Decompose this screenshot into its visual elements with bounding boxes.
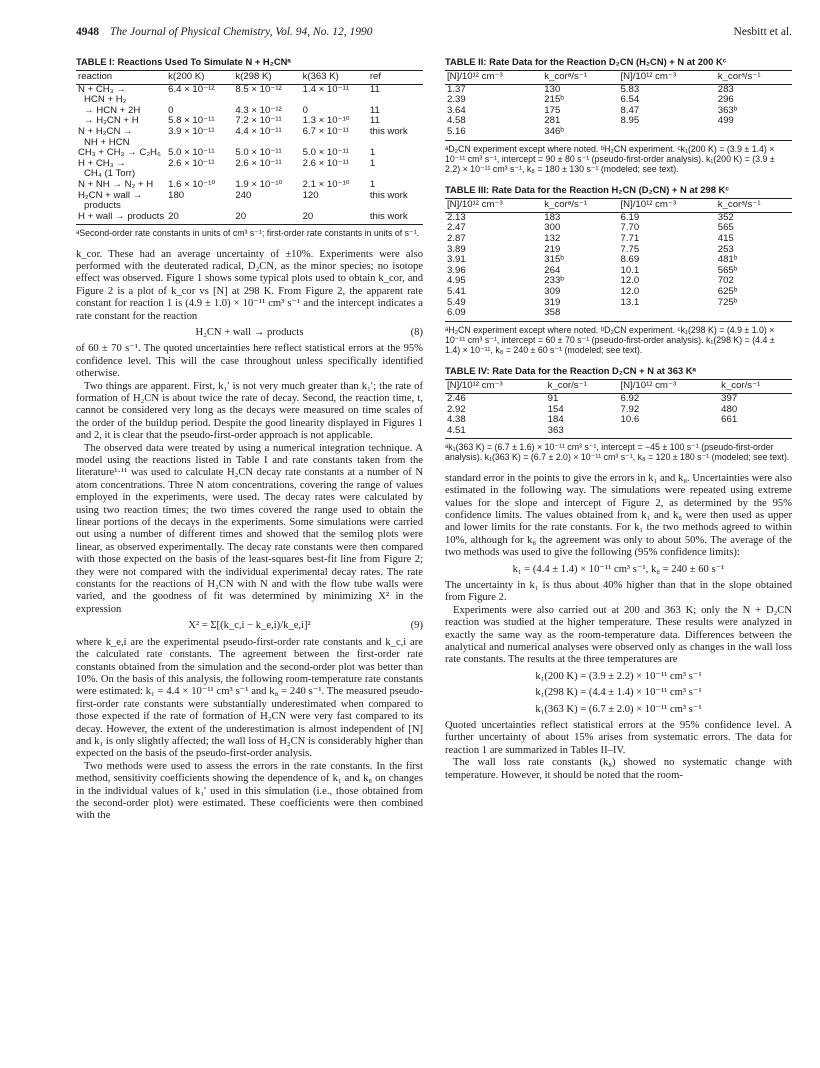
table-cell: 6.7 × 10⁻¹¹ (302, 125, 349, 137)
table-cell: 3.91 (447, 254, 466, 266)
table-cell: 175 (544, 104, 561, 116)
equation-k1-298-body: k₁(298 K) = (4.4 ± 1.4) × 10⁻¹¹ cm³ s⁻¹ (535, 687, 702, 699)
table-row (445, 287, 792, 298)
equation-k1-298 (445, 687, 792, 699)
table-row (445, 245, 792, 256)
table-cell: 6.4 × 10⁻¹² (168, 83, 215, 95)
table-cell: this work (369, 125, 408, 137)
equation-8-body: H₂CN + wall → products (195, 326, 304, 338)
table-cell: 565 (717, 222, 734, 234)
table-cell: 20 (301, 212, 368, 225)
table-row (445, 127, 792, 140)
table-cell: 5.8 × 10⁻¹¹ (168, 115, 215, 127)
table-cell: 3.96 (447, 264, 466, 276)
table-cell: 481ᵇ (717, 254, 738, 266)
table-cell: 5.49 (447, 296, 466, 308)
table-cell: 3.89 (447, 243, 466, 255)
table-header-cell: k_corᵃ/s⁻¹ (716, 71, 792, 85)
table-cell (166, 95, 233, 106)
table-cell: CH₄ (1 Torr) (84, 168, 136, 180)
authors: Nesbitt et al. (733, 26, 792, 38)
table-cell: 2.46 (447, 392, 466, 404)
left-paragraph-3: Two things are apparent. First, k₁′ is not very much greater than k₁′; the rate of formation of H₂CN is about twice the rate of decay. Second, the reaction time, t, cannot be considered very long as the decays were measured on time scales of the order of the buildup period. Despite the good linearity displayed in Figures 1 and 2, it is clear that the pseudo-first-order approach is not applicable. (76, 380, 423, 442)
left-paragraph-4: The observed data were treated by using a numerical integration technique. A model using the reactions listed in Table I and rate constants taken from the literature¹·¹¹ was used to calculate H₂CN decay rate constants at a number of N atom concentrations. Three N atom concentrations, covering the range of values employed in the experiments, were used. The decay rates were calculated by using two reaction times; the two times covered the range used to obtain the linear portions of the decays in the experiments. Some simulations were carried out using a number of different times and showed that the semilog plots were linear, as observed experimentally. The decay rate constants were then compared with those expected on the basis of the least-squares best-fit line from Figure 2; they were not compared with the individual experimental decay rates. The rate constants for the reactions of H₂CN with N and with the flow tube walls were varied, and the goodness of fit was determined by minimizing X² in the expression (76, 442, 423, 615)
table-cell: 240 (235, 189, 252, 201)
table-row (445, 393, 792, 404)
table-cell: 7.70 (620, 222, 640, 234)
table3-footnote: ᵃH₂CN experiment except where noted. ᵇD₂CN experiment. ᶜk₁(298 K) = (4.9 ± 1.0) × 10⁻¹¹ cm³ s⁻¹, intercept = 60 ± 70 s⁻¹ (pseudo-first-order analysis). k₁(298 K) = (4.4 ± 1.4) × 10⁻¹¹, k₈ = 240 ± 60 s⁻¹ (modeled; see text). (445, 324, 775, 356)
journal-page (76, 26, 792, 1056)
equation-k1-k8-body: k₁ = (4.4 ± 1.4) × 10⁻¹¹ cm³ s⁻¹, k₈ = 240 ± 60 s⁻¹ (512, 563, 725, 575)
table-cell: 2.6 × 10⁻¹¹ (235, 157, 282, 169)
table-cell: 3.9 × 10⁻¹¹ (168, 125, 215, 137)
table-cell: 5.41 (447, 285, 466, 297)
table-cell: 5.0 × 10⁻¹¹ (168, 147, 215, 159)
table-cell (618, 308, 715, 321)
table-cell: 6.54 (620, 94, 640, 106)
journal-title: The Journal of Physical Chemistry, Vol. 94, No. 12, 1990 (109, 26, 373, 38)
table-cell: 363ᵇ (717, 104, 738, 116)
table-cell: 6.92 (620, 392, 640, 404)
table-cell: 309 (544, 285, 561, 297)
table-cell (618, 426, 719, 439)
table-cell: 6.19 (620, 211, 640, 223)
page-number: 4948 (76, 26, 99, 38)
table-header-cell: [N]/10¹² cm⁻³ (618, 71, 715, 85)
table1-footnote: ᵃSecond-order rate constants in units of cm³ s⁻¹; first-order rate constants in units of s⁻¹. (76, 228, 420, 239)
table-row (445, 426, 792, 439)
right-paragraph-5: The wall loss rate constants (k₈) showed no systematic change with temperature. However, it should be noted that the room- (445, 757, 792, 781)
table-cell: 0 (302, 104, 308, 116)
table-cell: 120 (302, 189, 319, 201)
table-cell: 20 (166, 212, 233, 225)
table-cell: 2.47 (447, 222, 466, 234)
table-header-cell: [N]/10¹² cm⁻³ (618, 380, 719, 394)
table-cell: this work (369, 189, 408, 201)
left-paragraph-5: where k_e,i are the experimental pseudo-first-order rate constants and k_c,i are the calculated rate constants. The agreement between the first-order rate constants obtained from the simulation and the second-order plot was better than 10%. On the basis of this analysis, the following room-temperature rate constants were estimated: k₁ = 4.4 × 10⁻¹¹ cm³ s⁻¹ and k₈ = 240 s⁻¹. The measured pseudo-first-order rate constants were substantially underestimated when compared to those expected if the rate of formation of H₂CN were very fast compared to its decay. However, the extent of the underestimation is almost independent of [N] and k₁ is only slightly affected; the wall loss of H₂CN is considerably higher than expected on the basis of the pseudo-first-order analysis. (76, 636, 423, 760)
left-column (76, 56, 423, 823)
table-cell: products (84, 200, 121, 212)
table-cell: 91 (547, 392, 559, 404)
table-row (445, 266, 792, 277)
table-row (76, 127, 423, 138)
table-row (445, 276, 792, 287)
table-cell: 397 (721, 392, 738, 404)
table-cell: 363 (546, 426, 619, 439)
table-cell: HCN + H₂ (84, 94, 127, 106)
equation-9-number: (9) (410, 620, 423, 632)
table3 (445, 198, 792, 322)
table-row (445, 308, 792, 321)
right-paragraph-2: The uncertainty in k₁ is thus about 40% higher than that in the slope obtained from Figure 2. (445, 579, 792, 604)
table-header-cell: k_cor/s⁻¹ (546, 380, 619, 394)
table-cell: 264 (544, 264, 561, 276)
table-header-cell: k_corᵃ/s⁻¹ (716, 199, 792, 213)
table-cell: H + CH₃ → (78, 157, 126, 169)
table-row (445, 106, 792, 117)
left-paragraph-6: Two methods were used to assess the errors in the rate constants. In the first method, sensitivity coefficients showing the dependence of k₁ and k₈ on changes in the individual values of k₁′ used in this simulation (i.e., those obtained from the second-order plot) were estimated. These coefficients were then combined with the (76, 760, 423, 822)
table-cell: 8.69 (620, 254, 640, 266)
table-cell: 1 (369, 147, 376, 159)
table-row (445, 116, 792, 127)
table-cell: 154 (547, 403, 564, 415)
table2-caption: TABLE II: Rate Data for the Reaction D₂CN (H₂CN) + N at 200 Kᶜ (445, 56, 727, 67)
table-cell: 5.83 (620, 83, 640, 95)
table-cell: 1.4 × 10⁻¹¹ (302, 83, 349, 95)
table-row (445, 255, 792, 266)
table-cell (716, 127, 792, 140)
table-cell: 352 (717, 211, 734, 223)
table-cell: 2.6 × 10⁻¹¹ (302, 157, 349, 169)
table-cell (716, 308, 792, 321)
table-cell: 2.39 (447, 94, 466, 106)
table-cell: 132 (544, 232, 561, 244)
table-cell: 1.9 × 10⁻¹⁰ (235, 178, 283, 190)
table-cell: 480 (721, 403, 738, 415)
table4-footnote: ᵃk₁(363 K) = (6.7 ± 1.6) × 10⁻¹¹ cm³ s⁻¹, intercept = −45 ± 100 s⁻¹ (pseudo-first-order analysis). k₁(363 K) = (6.7 ± 2.0) × 10⁻¹¹ cm³ s⁻¹, k₈ = 120 ± 180 s⁻¹ (modeled; see text). (445, 442, 790, 463)
table-cell: 4.58 (447, 115, 466, 127)
table-cell: 20 (233, 212, 300, 225)
table-cell: 219 (544, 243, 561, 255)
table-cell: 233ᵇ (544, 275, 564, 287)
table-cell: 183 (544, 211, 561, 223)
table-cell: 5.0 × 10⁻¹¹ (302, 147, 349, 159)
table-cell: this work (368, 212, 423, 225)
equation-k1-k8 (445, 564, 792, 576)
right-column (445, 56, 792, 782)
table-row (445, 298, 792, 309)
table-row (76, 191, 423, 202)
table-cell: → HCN + 2H (84, 104, 141, 116)
table-cell: 281 (544, 115, 561, 127)
table-cell: 300 (544, 222, 561, 234)
table-row (445, 223, 792, 234)
equation-9 (76, 620, 423, 632)
table-cell: 1 (369, 178, 376, 190)
table-cell: N + H₂CN → (78, 125, 133, 137)
table-cell: 12.0 (620, 275, 640, 287)
table-row (76, 212, 423, 225)
table-cell (618, 127, 715, 140)
table-cell: 5.16 (445, 127, 542, 140)
table-header-cell: k(298 K) (233, 71, 300, 85)
table-header-cell: [N]/10¹² cm⁻³ (618, 199, 715, 213)
table-cell: 130 (544, 83, 561, 95)
table-cell: 1.37 (447, 83, 466, 95)
table-cell (368, 169, 423, 180)
table-cell: 625ᵇ (717, 285, 738, 297)
table-cell: 180 (168, 189, 185, 201)
table-cell: 215ᵇ (544, 94, 564, 106)
equation-8 (76, 327, 423, 339)
equation-9-body: X² = Σ[(k_c,i − k_e,i)/k_e,i]² (188, 620, 311, 632)
table-cell: 2.13 (447, 211, 466, 223)
table1-caption: TABLE I: Reactions Used To Simulate N + H₂CNᵃ (76, 56, 291, 67)
table-cell: 5.0 × 10⁻¹¹ (235, 147, 282, 159)
table-cell: 3.64 (447, 104, 466, 116)
table-cell: 7.71 (620, 232, 640, 244)
table-cell: 253 (717, 243, 734, 255)
left-paragraph-2: of 60 ± 70 s⁻¹. The quoted uncertainties here reflect statistical errors at the 95% confidence level. This will the case throughout unless specifically identified otherwise. (76, 343, 423, 380)
table-header-cell: reaction (76, 71, 166, 85)
table-cell: 8.95 (620, 115, 640, 127)
table-cell: 346ᵇ (542, 127, 618, 140)
table-cell: 10.1 (620, 264, 640, 276)
table-cell (368, 138, 423, 149)
table-cell: 11 (369, 104, 380, 116)
table-cell: 7.2 × 10⁻¹¹ (235, 115, 282, 127)
table-cell: 4.51 (445, 426, 546, 439)
table-cell: 296 (717, 94, 734, 106)
table-cell: 7.75 (620, 243, 640, 255)
equation-k1-363-body: k₁(363 K) = (6.7 ± 2.0) × 10⁻¹¹ cm³ s⁻¹ (535, 703, 702, 715)
table-row (76, 84, 423, 95)
table-cell: → H₂CN + H (84, 115, 139, 127)
table-cell: 358 (542, 308, 618, 321)
table-cell: 725ᵇ (717, 296, 738, 308)
table-cell: 499 (717, 115, 734, 127)
left-paragraph-1: k_cor. These had an average uncertainty of ±10%. Experiments were also performed with the deuterated radical, D₂CN, as the minor species; no isotope effect was observed. Figure 1 shows some typical plots used to obtain k_cor, and Figure 2 is a plot of k_cor vs [N] at 298 K. From Figure 2, the apparent rate constant for reaction 1 is (4.9 ± 1.0) × 10⁻¹¹ cm³ s⁻¹ and the intercept indicates a rate constant for the reaction (76, 248, 423, 322)
table-cell: 10.6 (620, 414, 640, 426)
table-header-cell: [N]/10¹² cm⁻³ (445, 380, 546, 394)
table-header-cell: k_corᵃ/s⁻¹ (542, 71, 618, 85)
right-paragraph-1: standard error in the points to give the errors in k₁ and k₈. Uncertainties were also estimated in the following way. The simulations were repeated using extreme values for the slope and intercept of Figure 2, as determined by the 95% confidence limits. The values obtained from k₁ and k₈ were then used as upper and lower limits for the rate constants. For k₁ the two methods agreed to within 10%, although for k₈ the agreement was only to about 50%. The average of the two methods was used to give the following (95% confidence limits): (445, 472, 792, 559)
table-row (445, 212, 792, 223)
table-cell: 661 (721, 414, 738, 426)
table-header-cell: k(200 K) (166, 71, 233, 85)
table-cell (301, 95, 368, 106)
table-cell: 2.6 × 10⁻¹¹ (168, 157, 215, 169)
table-cell: 11 (369, 115, 380, 127)
table-cell: 1.6 × 10⁻¹⁰ (168, 178, 216, 190)
table-cell: 4.38 (447, 414, 466, 426)
table-cell: 565ᵇ (717, 264, 738, 276)
table-cell: 11 (369, 83, 380, 95)
table-cell: H₂CN + wall → (78, 189, 143, 201)
table2 (445, 70, 792, 141)
table-cell: 12.0 (620, 285, 640, 297)
table-header-cell: k(363 K) (301, 71, 368, 85)
table-cell: N + CH₃ → (78, 83, 126, 95)
table2-footnote: ᵃD₂CN experiment except where noted. ᵇH₂CN experiment. ᶜk₁(200 K) = (3.9 ± 1.4) × 10⁻¹¹ cm³ s⁻¹, intercept = 90 ± 80 s⁻¹ (pseudo-first-order analysis). k₁(200 K) = (3.9 ± 2.2) × 10⁻¹¹ cm³ s⁻¹, k₈ = 180 ± 130 s⁻¹ (modeled; see text). (445, 143, 775, 174)
table-cell: 1.3 × 10⁻¹⁰ (302, 115, 350, 127)
table-cell: 283 (717, 83, 734, 95)
table-row (445, 95, 792, 106)
table-cell: 415 (717, 232, 734, 244)
table-row (445, 405, 792, 416)
table-cell: 2.87 (447, 232, 466, 244)
table-header-cell: ref (368, 71, 423, 85)
table-cell: 4.4 × 10⁻¹¹ (235, 125, 282, 137)
table-cell: NH + HCN (84, 136, 130, 148)
table-cell: 6.09 (445, 308, 542, 321)
table-header-cell: k_corᵃ/s⁻¹ (542, 199, 618, 213)
table-cell: 4.95 (447, 275, 466, 287)
table-cell: H + wall → products (76, 212, 166, 225)
table-cell: 1 (369, 157, 376, 169)
equation-k1-200 (445, 671, 792, 683)
table-cell: N + NH → N₂ + H (78, 178, 154, 190)
table-cell: 315ᵇ (544, 254, 564, 266)
table-cell: 319 (544, 296, 561, 308)
table-cell: 2.92 (447, 403, 466, 415)
table-cell: 13.1 (620, 296, 640, 308)
table-cell (719, 426, 792, 439)
running-head (76, 26, 372, 38)
right-paragraph-3: Experiments were also carried out at 200 and 363 K; only the N + D₂CN reaction was studied at the higher temperature. These results were analyzed in exactly the same way as the room-temperature data. Differences between the analytical and numerical analyses were observed only as changes in the wall loss rate constants. The results at the three temperatures are (445, 604, 792, 666)
table-row (445, 415, 792, 426)
table-cell: 7.92 (620, 403, 640, 415)
equation-8-number: (8) (410, 326, 423, 338)
table3-caption: TABLE III: Rate Data for the Reaction H₂CN (D₂CN) + N at 298 Kᶜ (445, 184, 729, 196)
table-header-cell: [N]/10¹² cm⁻³ (445, 199, 542, 213)
table4 (445, 379, 792, 439)
table-cell: CH₃ + CH₃ → C₂H₆ (78, 147, 161, 159)
page-header (76, 26, 792, 42)
table-cell: 702 (717, 275, 734, 287)
table-row (445, 234, 792, 245)
equation-k1-363 (445, 704, 792, 716)
right-paragraph-4: Quoted uncertainties reflect statistical errors at the 95% confidence level. A further uncertainty of about 15% arises from systematic errors. The data for reaction 1 are summarized in Tables II–IV. (445, 720, 792, 756)
table-header-cell: [N]/10¹² cm⁻³ (445, 71, 542, 85)
table-row (76, 180, 423, 191)
table-cell: 184 (547, 414, 564, 426)
equation-k1-200-body: k₁(200 K) = (3.9 ± 2.2) × 10⁻¹¹ cm³ s⁻¹ (535, 670, 702, 682)
table1 (76, 70, 423, 225)
table-row (445, 84, 792, 95)
table4-caption: TABLE IV: Rate Data for the Reaction D₂CN + N at 363 Kᵃ (445, 365, 697, 377)
table-cell: 4.3 × 10⁻¹² (235, 104, 282, 116)
table-cell: 8.47 (620, 104, 640, 116)
table-cell: 2.1 × 10⁻¹⁰ (302, 178, 350, 190)
table-header-cell: k_cor/s⁻¹ (719, 380, 792, 394)
table-cell: 0 (168, 104, 174, 116)
table-cell: 8.5 × 10⁻¹² (235, 83, 282, 95)
